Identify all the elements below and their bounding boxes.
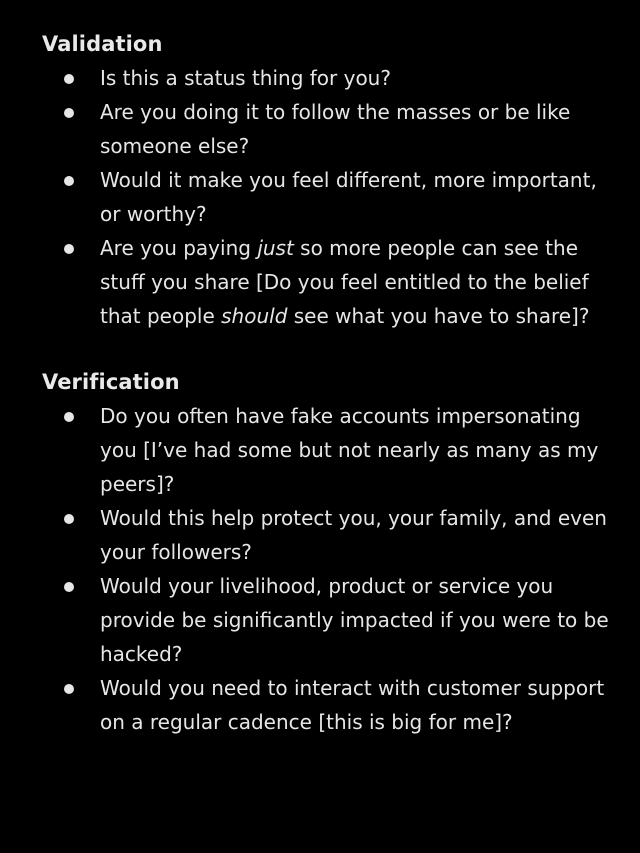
bullet-icon (64, 74, 74, 84)
list-item-text-part: Are you paying (100, 236, 258, 260)
bullet-icon (64, 108, 74, 118)
list-item (42, 95, 610, 163)
bullet-icon (64, 582, 74, 592)
validation-heading: Validation (42, 32, 163, 56)
verification-list (42, 399, 610, 739)
emphasis-text: should (221, 304, 288, 328)
verification-heading: Verification (42, 370, 180, 394)
list-item (42, 399, 610, 501)
list-item-text: Do you often have fake accounts impersonating you [I’ve had some but not nearly as many as my peers]? (100, 404, 599, 496)
bullet-icon (64, 176, 74, 186)
list-item-text: Are you doing it to follow the masses or be like someone else? (100, 100, 571, 158)
list-item-text: Would it make you feel different, more important, or worthy? (100, 168, 597, 226)
list-item-text: Would you need to interact with customer support on a regular cadence [this is big for me]? (100, 676, 605, 734)
list-item (42, 163, 610, 231)
list-item (42, 569, 610, 671)
list-item-text: Is this a status thing for you? (100, 66, 391, 90)
list-item-text-part: see what you have to share]? (287, 304, 590, 328)
list-item (42, 501, 610, 569)
bullet-icon (64, 244, 74, 254)
list-item-text: Would your livelihood, product or service you provide be significantly impacted if you were to be hacked? (100, 574, 609, 666)
bullet-icon (64, 412, 74, 422)
bullet-icon (64, 514, 74, 524)
emphasis-text: just (257, 236, 294, 260)
validation-list (42, 61, 610, 333)
list-item-text: Would this help protect you, your family, and even your followers? (100, 506, 607, 564)
list-item (42, 671, 610, 739)
list-item (42, 61, 610, 95)
verification-section (42, 367, 610, 739)
validation-section (42, 29, 610, 333)
bullet-icon (64, 684, 74, 694)
list-item-text-part: so more people can see the stuff you share [Do you feel entitled to the belief that people (100, 236, 589, 328)
list-item (42, 231, 610, 333)
